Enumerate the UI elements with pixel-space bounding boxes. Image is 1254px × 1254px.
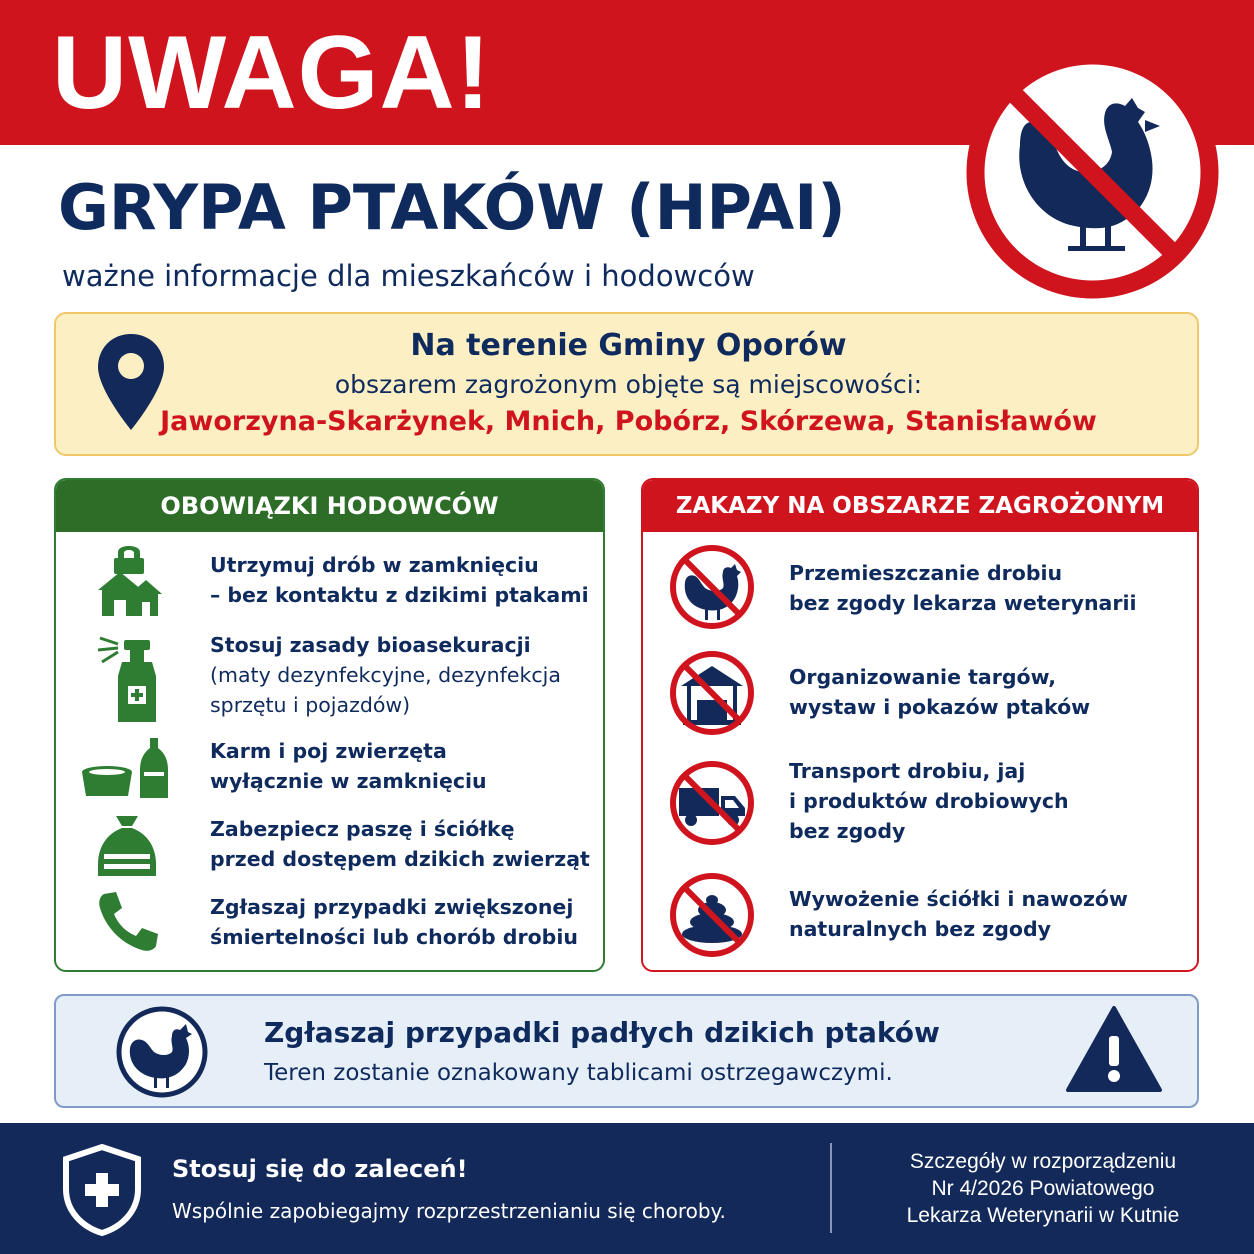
footer <box>0 1123 1254 1254</box>
affected-places: Jaworzyna-Skarżynek, Mnich, Pobórz, Skórzewa, Stanisławów <box>160 406 1097 437</box>
area-intro-line: obszarem zagrożonym objęte są miejscowości: <box>334 370 923 399</box>
list-item <box>56 884 603 964</box>
list-item <box>56 736 603 816</box>
page-title: GRYPA PTAKÓW (HPAI) <box>58 171 846 244</box>
list-item <box>56 632 603 732</box>
feed-sack-icon <box>92 814 162 880</box>
duty-text: Zabezpiecz paszę i ściółkę przed dostępem dzikich zwierząt <box>210 817 590 871</box>
alert-heading: UWAGA! <box>52 15 492 131</box>
no-manure-icon <box>667 870 757 960</box>
duty-text: Karm i poj zwierzęta wyłącznie w zamknięciu <box>210 739 487 793</box>
page-subtitle: ważne informacje dla mieszkańców i hodowców <box>62 259 755 293</box>
bird-badge-icon <box>114 1004 210 1100</box>
report-subtitle: Teren zostanie oznakowany tablicami ostrzegawczymi. <box>264 1060 893 1086</box>
municipality-line: Na terenie Gminy Oporów <box>410 328 847 363</box>
duty-text: Utrzymuj drób w zamknięciu – bez kontaktu z dzikimi ptakami <box>210 553 589 607</box>
breeder-duties-panel <box>54 478 605 972</box>
list-item <box>643 870 1197 966</box>
locked-farm-icon <box>96 540 162 620</box>
no-transport-icon <box>667 758 757 848</box>
restriction-text: Organizowanie targów, wystaw i pokazów ptaków <box>789 665 1091 719</box>
list-item <box>643 756 1197 856</box>
duty-text: Zgłaszaj przypadki zwiększonej śmiertelności lub chorób drobiu <box>210 895 578 949</box>
report-title: Zgłaszaj przypadki padłych dzikich ptaków <box>264 1016 940 1049</box>
duty-text: Stosuj zasady bioasekuracji (maty dezynfekcyjne, dezynfekcja sprzętu i pojazdów) <box>210 633 561 717</box>
no-market-icon <box>667 648 757 738</box>
feed-bowl-icon <box>80 736 170 802</box>
phone-icon <box>96 890 160 954</box>
list-item <box>56 814 603 894</box>
no-poultry-icon <box>960 40 1225 305</box>
list-item <box>643 542 1197 638</box>
footer-subtitle: Wspólnie zapobiegajmy rozprzestrzenianiu się choroby. <box>172 1199 726 1223</box>
shield-cross-icon <box>60 1143 144 1237</box>
list-item <box>56 540 603 620</box>
warning-triangle-icon <box>1064 1004 1164 1094</box>
restriction-text: Wywożenie ściółki i nawozów naturalnych bez zgody <box>789 887 1128 941</box>
disinfectant-spray-icon <box>94 636 164 726</box>
regulation-note: Szczegóły w rozporządzeniu Nr 4/2026 Powiatowego Lekarza Weterynarii w Kutnie <box>906 1150 1180 1227</box>
list-item <box>643 648 1197 744</box>
restriction-text: Transport drobiu, jaj i produktów drobiowych bez zgody <box>789 759 1069 843</box>
duties-heading: OBOWIĄZKI HODOWCÓW <box>56 480 603 532</box>
report-box <box>54 994 1199 1108</box>
footer-divider <box>830 1143 832 1233</box>
restriction-text: Przemieszczanie drobiu bez zgody lekarza weterynarii <box>789 561 1137 615</box>
footer-title: Stosuj się do zaleceń! <box>172 1155 468 1183</box>
restrictions-panel <box>641 478 1199 972</box>
restrictions-heading: ZAKAZY NA OBSZARZE ZAGROŻONYM <box>643 480 1197 532</box>
affected-area-box <box>54 312 1199 456</box>
no-poultry-movement-icon <box>667 542 757 632</box>
